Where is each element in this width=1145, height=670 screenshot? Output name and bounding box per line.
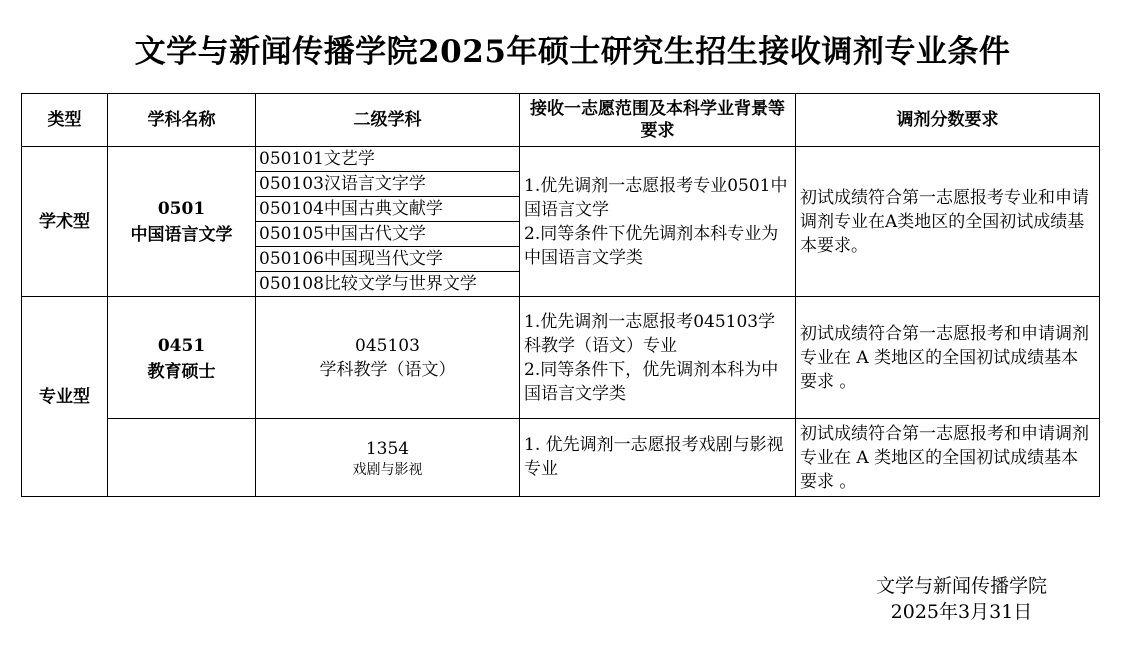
subdiscipline-name: 学科教学（语文）	[319, 359, 456, 380]
subdiscipline-drama	[256, 419, 520, 497]
type-professional: 专业型	[22, 297, 108, 497]
requirements-drama	[520, 419, 796, 497]
score-drama: 初试成绩符合第一志愿报考和申请调剂专业在 A 类地区的全国初试成绩基本要求 。	[796, 419, 1100, 497]
header-score-requirement: 调剂分数要求	[796, 94, 1100, 147]
footer-signature	[876, 573, 1047, 625]
discipline-cell-academic	[108, 147, 256, 297]
subdiscipline-item: 050108比较文学与世界文学	[256, 272, 520, 297]
footer-org: 文学与新闻传播学院	[875, 575, 1047, 597]
table-row	[22, 147, 1100, 172]
header-discipline-name: 学科名称	[108, 94, 256, 147]
requirement-item: 1. 优先调剂一志愿报考戏剧与影视专业	[524, 435, 784, 479]
subdiscipline-item: 050104中国古典文献学	[256, 197, 520, 222]
requirement-item: 2.同等条件下优先调剂本科专业为中国语言文学类	[524, 223, 779, 268]
subdiscipline-code: 045103	[355, 335, 420, 356]
footer-date: 2025年3月31日	[890, 601, 1033, 623]
type-academic: 学术型	[22, 147, 108, 297]
subdiscipline-item: 050106中国现当代文学	[256, 247, 520, 272]
discipline-code: 0451	[157, 336, 206, 356]
header-subdiscipline: 二级学科	[256, 94, 520, 147]
discipline-cell-education	[108, 297, 256, 419]
subdiscipline-education	[256, 297, 520, 419]
adjustment-conditions-table	[21, 93, 1100, 497]
table-row	[22, 297, 1100, 419]
header-type: 类型	[22, 94, 108, 147]
discipline-cell-empty	[108, 419, 256, 497]
score-academic: 初试成绩符合第一志愿报考专业和申请调剂专业在A类地区的全国初试成绩基本要求。	[796, 147, 1100, 297]
requirements-academic	[520, 147, 796, 297]
discipline-name: 中国语言文学	[130, 224, 233, 245]
requirement-item: 2.同等条件下，优先调剂本科为中国语言文学类	[524, 359, 779, 404]
requirement-item: 1.优先调剂一志愿报考045103学科教学（语文）专业	[524, 311, 776, 356]
discipline-name: 教育硕士	[147, 362, 216, 382]
subdiscipline-code: 1354	[365, 439, 410, 459]
requirement-item: 1.优先调剂一志愿报考专业0501中国语言文学	[524, 175, 788, 220]
discipline-code: 0501	[157, 198, 206, 219]
subdiscipline-item: 050103汉语言文字学	[256, 172, 520, 197]
subdiscipline-item: 050101文艺学	[256, 147, 520, 172]
requirements-education	[520, 297, 796, 419]
table-header-row	[22, 94, 1100, 147]
subdiscipline-item: 050105中国古代文学	[256, 222, 520, 247]
page-title: 文学与新闻传播学院2025年硕士研究生招生接收调剂专业条件	[134, 34, 1011, 70]
table-row	[22, 419, 1100, 497]
score-education: 初试成绩符合第一志愿报考和申请调剂专业在 A 类地区的全国初试成绩基本要求 。	[796, 297, 1100, 419]
header-requirements: 接收一志愿范围及本科学业背景等要求	[520, 94, 796, 147]
subdiscipline-name: 戏剧与影视	[352, 462, 423, 478]
